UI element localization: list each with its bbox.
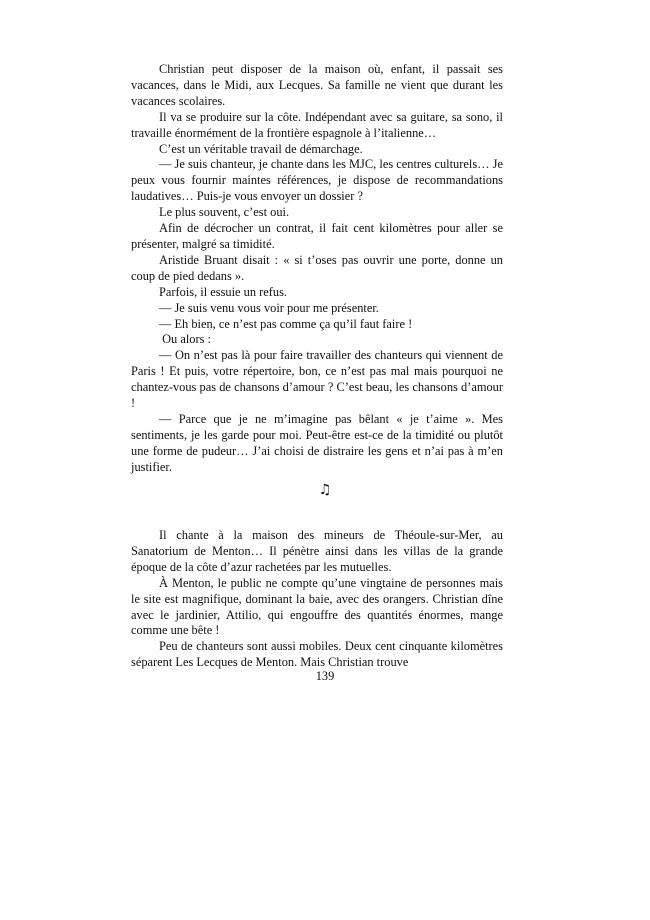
- paragraph: Ou alors :: [159, 332, 211, 347]
- paragraph: À Menton, le public ne compte qu’une vingtaine de personnes mais le site est magnifique, dominant la baie, avec des orangers. Christian dîne avec le jardinier, Attilio, qui engouffre des quantités énormes, mange comme une bête !: [131, 575, 503, 638]
- paragraph: — Eh bien, ce n’est pas comme ça qu’il faut faire !: [159, 316, 413, 331]
- paragraph: Christian peut disposer de la maison où, enfant, il passait ses vacances, dans le Midi, aux Lecques. Sa famille ne vient que durant les vacances scolaires.: [131, 62, 503, 108]
- paragraph: — Parce que je ne m’imagine pas bêlant « je t’aime ». Mes sentiments, je les garde pour moi. Peut-être est-ce de la timidité ou plutôt une forme de pudeur… J’ai choisi de distraire les gens et n’ai pas à m’en justifier.: [131, 411, 503, 474]
- paragraph: — Je suis chanteur, je chante dans les MJC, les centres culturels… Je peux vous fournir maintes références, je dispose de recommandations laudatives… Puis-je vous envoyer un dossier ?: [131, 157, 503, 204]
- text-section-2: [131, 528, 503, 671]
- paragraph: Il va se produire sur la côte. Indépendant avec sa guitare, sa sono, il travaille énormément de la frontière espagnole à l’italienne…: [131, 109, 503, 140]
- paragraph: Parfois, il essuie un refus.: [159, 284, 288, 299]
- paragraph: Aristide Bruant disait : « si t’oses pas ouvrir une porte, donne un coup de pied dedans ».: [131, 252, 503, 283]
- text-section-1: [131, 62, 503, 476]
- paragraph: — Je suis venu vous voir pour me présenter.: [159, 300, 379, 315]
- paragraph: Il chante à la maison des mineurs de Théoule-sur-Mer, au Sanatorium de Menton… Il pénètre ainsi dans les villas de la grande époque de la côte d’azur rachetées par les mutuelles.: [131, 528, 503, 574]
- paragraph: Le plus souvent, c’est oui.: [159, 205, 290, 220]
- section-separator: [0, 482, 650, 498]
- page-number: 139: [315, 669, 335, 683]
- paragraph: Afin de décrocher un contrat, il fait cent kilomètres pour aller se présenter, malgré sa timidité.: [131, 221, 503, 251]
- music-note-icon: ♫: [318, 482, 332, 498]
- paragraph: Peu de chanteurs sont aussi mobiles. Deux cent cinquante kilomètres séparent Les Lecques de Menton. Mais Christian trouve: [131, 639, 503, 670]
- paragraph: C’est un véritable travail de démarchage.: [159, 141, 363, 156]
- paragraph: — On n’est pas là pour faire travailler des chanteurs qui viennent de Paris ! Et puis, votre répertoire, bon, ce n’est pas mal mais pourquoi ne chantez-vous pas de chansons d’amour ? C’est beau, les chansons d’amour !: [131, 348, 503, 411]
